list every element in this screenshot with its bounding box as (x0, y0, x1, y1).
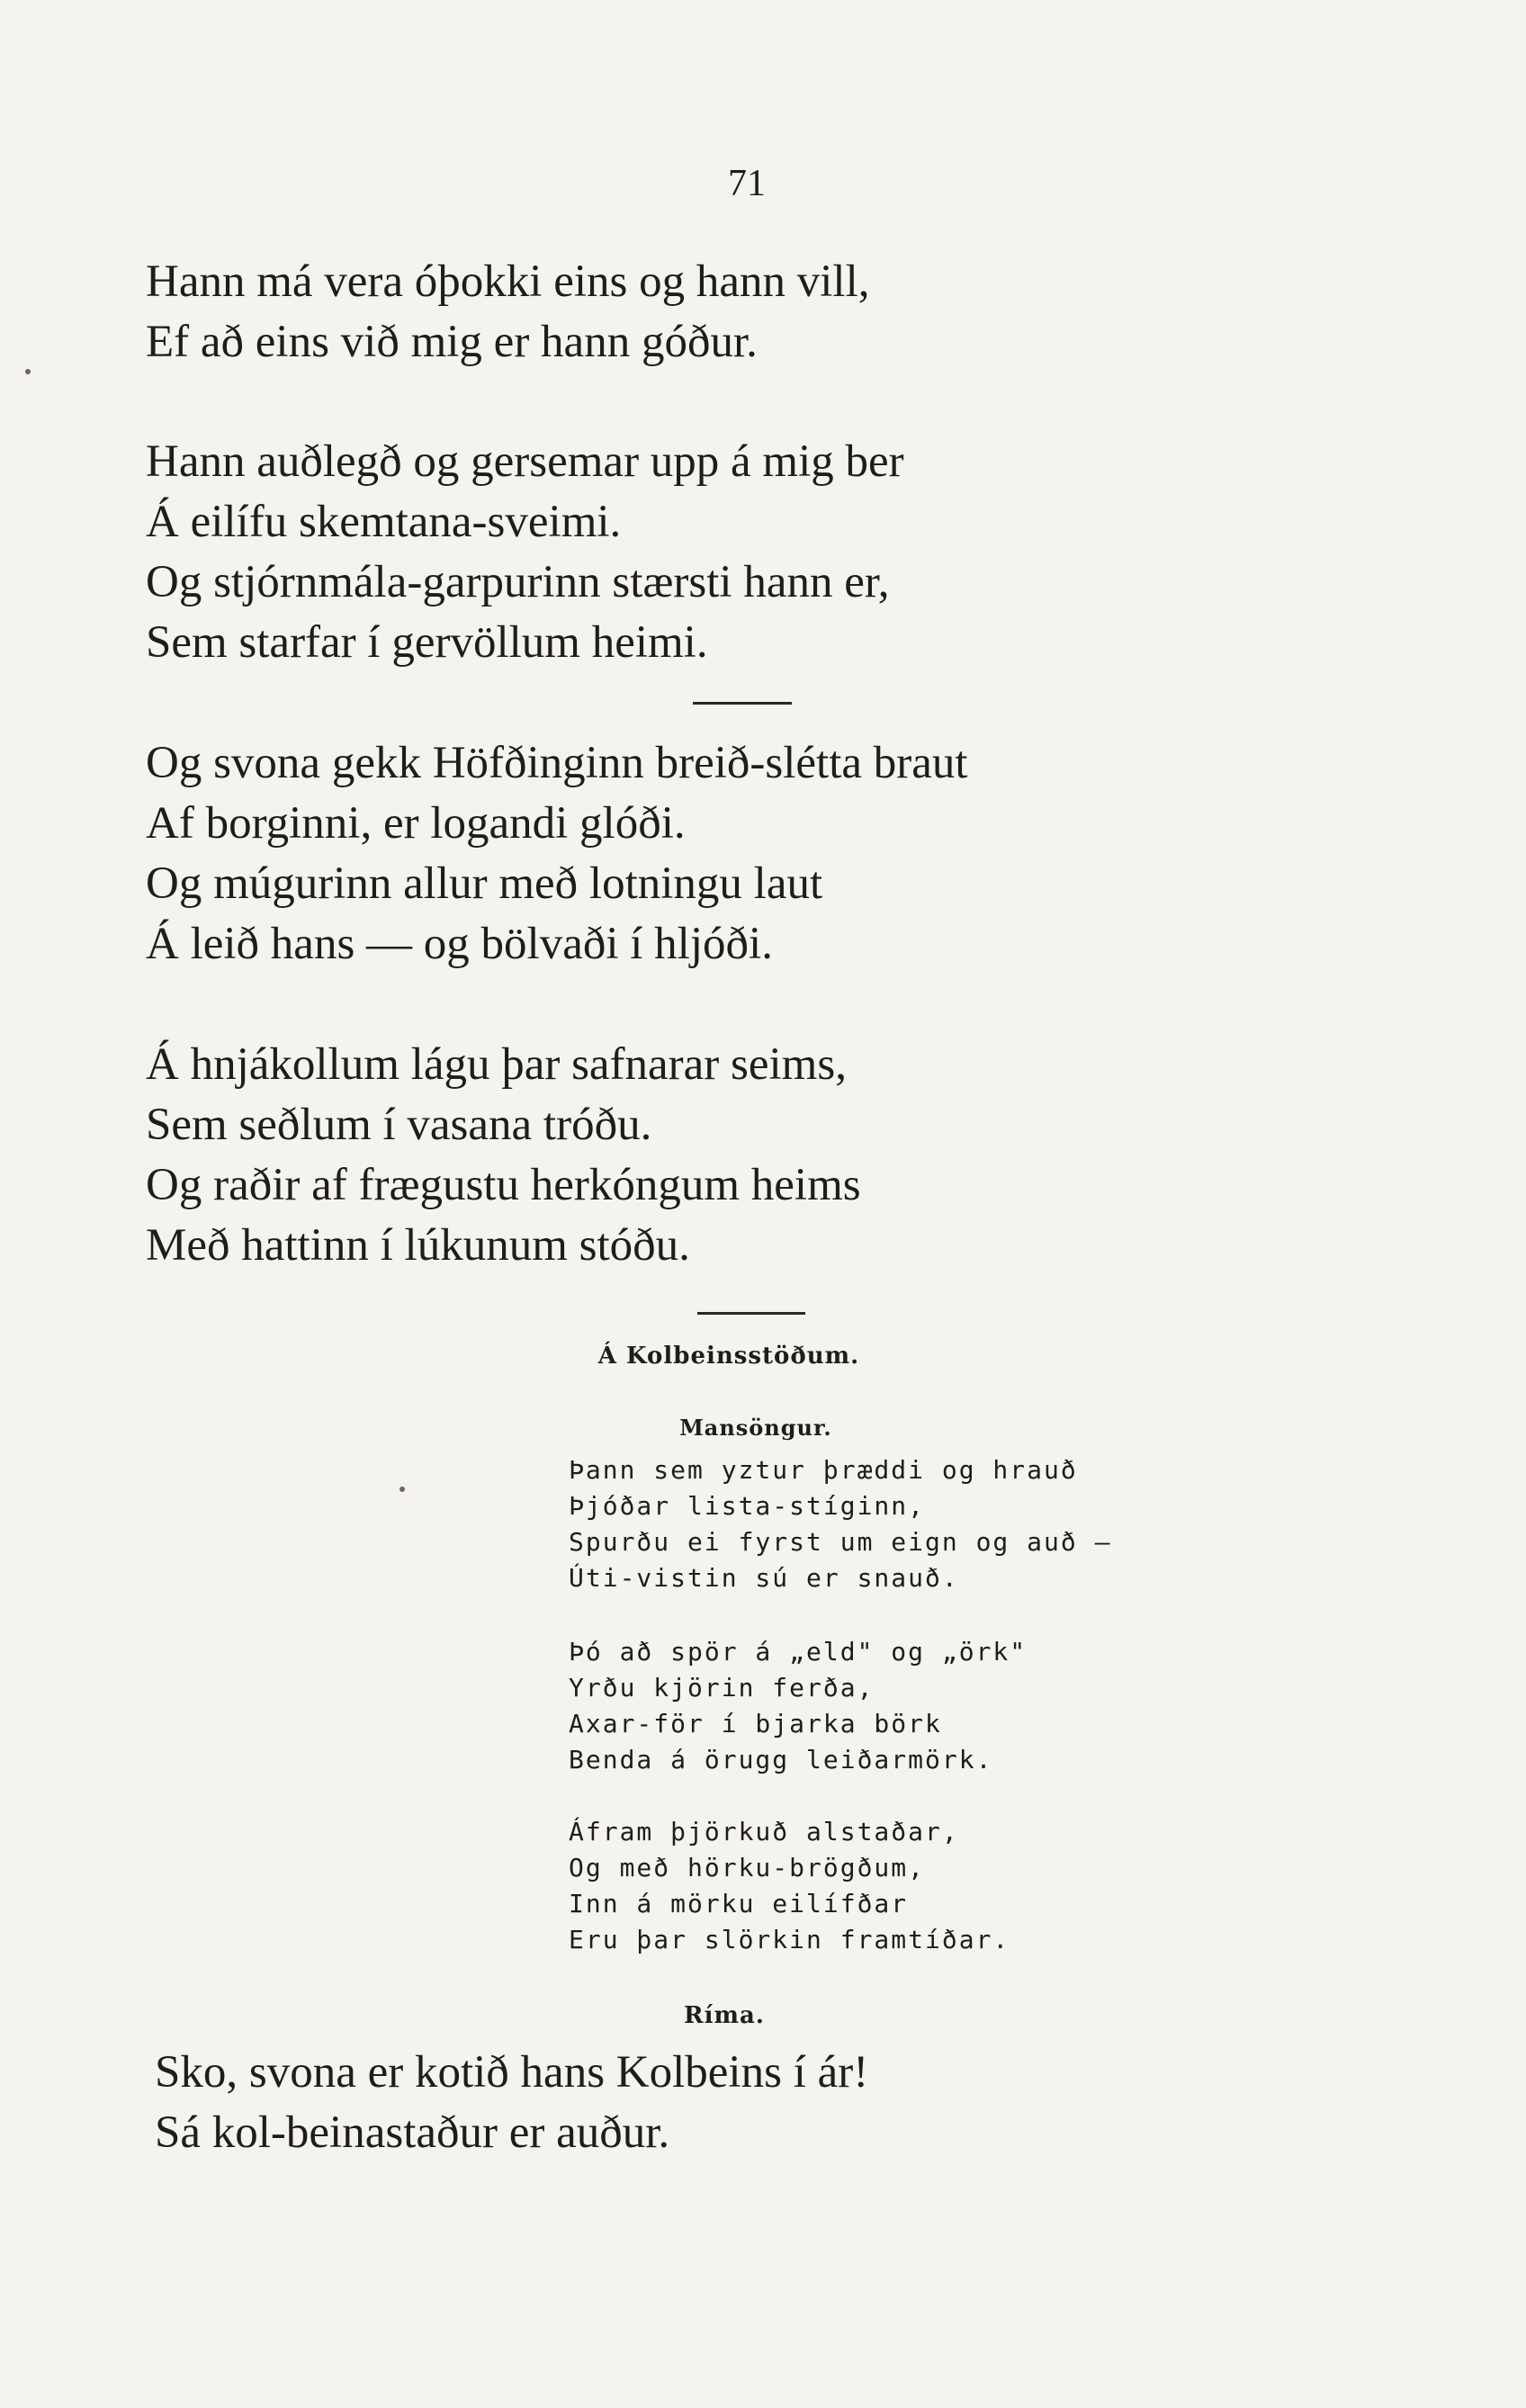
verse-line: Sá kol-beinastaður er auður. (155, 2107, 670, 2158)
section-divider (697, 1312, 805, 1315)
verse-line: Á hnjákollum lágu þar safnarar seims, (146, 1039, 847, 1090)
rima-title: Ríma. (684, 2002, 765, 2029)
closing-stanza (155, 2043, 1414, 2163)
poem-stanza-2 (146, 432, 1405, 673)
mansongur-stanza-3 (569, 1814, 1378, 1958)
verse-line: Sem seðlum í vasana tróðu. (146, 1100, 652, 1150)
verse-line: Hann auðlegð og gersemar upp á mig ber (146, 436, 904, 487)
verse-line: Og stjórnmála-garpurinn stærsti hann er, (146, 557, 890, 607)
verse-line: Á eilífu skemtana-sveimi. (146, 497, 622, 547)
verse-line: Þjóðar lista-stíginn, (569, 1491, 926, 1521)
verse-line: Eru þar slörkin framtíðar. (569, 1925, 1010, 1954)
verse-line: Og með hörku-brögðum, (569, 1853, 926, 1882)
verse-line: Af borginni, er logandi glóði. (146, 798, 686, 849)
paper-speck (399, 1487, 405, 1492)
verse-line: Á leið hans — og bölvaði í hljóði. (146, 919, 773, 969)
verse-line: Áfram þjörkuð alstaðar, (569, 1817, 959, 1846)
verse-line: Ef að eins við mig er hann góður. (146, 317, 758, 367)
paper-speck (25, 369, 31, 374)
verse-line: Axar-för í bjarka börk (569, 1709, 942, 1739)
verse-line: Og raðir af frægustu herkóngum heims (146, 1160, 861, 1210)
verse-line: Sem starfar í gervöllum heimi. (146, 617, 708, 668)
verse-line: Og múgurinn allur með lotningu laut (146, 858, 823, 909)
poem-stanza-3 (146, 733, 1405, 975)
verse-line: Þó að spör á „eld" og „örk" (569, 1637, 1028, 1667)
poem-stanza-1 (146, 252, 1405, 373)
section-title: Á Kolbeinsstöðum. (597, 1343, 860, 1370)
verse-line: Spurðu ei fyrst um eign og auð — (569, 1527, 1112, 1557)
verse-line: Benda á örugg leiðarmörk. (569, 1745, 993, 1775)
section-divider (693, 702, 792, 705)
mansongur-stanza-2 (569, 1634, 1378, 1778)
page-number: 71 (728, 163, 766, 204)
verse-line: Og svona gekk Höfðinginn breið-slétta braut (146, 738, 968, 788)
poem-stanza-4 (146, 1035, 1405, 1276)
subsection-title: Mansöngur. (679, 1415, 832, 1441)
verse-line: Úti-vistin sú er snauð. (569, 1563, 959, 1593)
verse-line: Hann má vera óþokki eins og hann vill, (146, 256, 870, 307)
verse-line: Þann sem yztur þræddi og hrauð (569, 1455, 1078, 1485)
verse-line: Yrðu kjörin ferða, (569, 1673, 875, 1703)
verse-line: Sko, svona er kotið hans Kolbeins í ár! (155, 2047, 869, 2098)
mansongur-stanza-1 (569, 1452, 1378, 1596)
verse-line: Með hattinn í lúkunum stóðu. (146, 1220, 690, 1271)
verse-line: Inn á mörku eilífðar (569, 1889, 909, 1918)
